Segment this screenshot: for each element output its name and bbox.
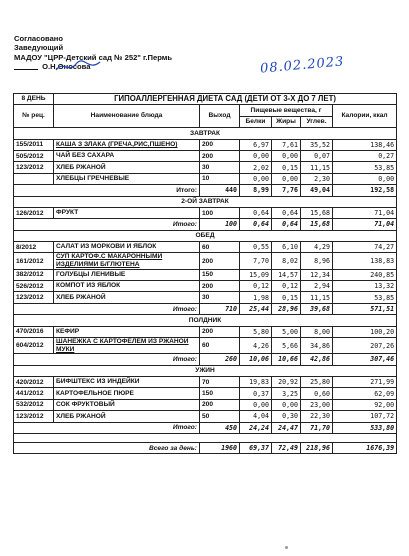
dish-name-text: ГОЛУБЦЫ ЛЕНИВЫЕ [56, 271, 126, 279]
calories-value: 138,46 [333, 139, 397, 150]
protein-value: 0,00 [240, 173, 272, 184]
carbs-value: 15,68 [301, 207, 333, 218]
protein-value: 0,55 [240, 242, 272, 253]
recipe-number: 532/2012 [14, 399, 54, 410]
total-protein: 10,06 [240, 354, 272, 365]
total-row [14, 354, 397, 365]
approval-position: Заведующий [14, 43, 64, 53]
total-calories: 307,46 [333, 354, 397, 365]
dish-name-text: СОК ФРУКТОВЫЙ [56, 401, 115, 409]
col-recipe-header: № рец. [14, 105, 54, 128]
calories-value: 207,26 [333, 338, 397, 354]
carbs-value: 11,15 [301, 162, 333, 173]
total-protein: 0,64 [240, 219, 272, 230]
col-carbs-header: Углев. [301, 116, 333, 127]
total-label: Итого: [14, 422, 200, 433]
table-row [14, 269, 397, 280]
protein-value: 2,02 [240, 162, 272, 173]
recipe-number: 8/2012 [14, 242, 54, 253]
yield-value: 150 [200, 269, 240, 280]
approval-signer: О.Н.Оносова [42, 62, 91, 72]
total-fat: 7,76 [272, 185, 301, 196]
dish-name-text: САЛАТ ИЗ МОРКОВИ И ЯБЛОК [56, 243, 157, 251]
protein-value: 0,00 [240, 399, 272, 410]
calories-value: 53,85 [333, 162, 397, 173]
total-calories: 192,58 [333, 185, 397, 196]
total-carbs: 49,04 [301, 185, 333, 196]
fat-value: 0,15 [272, 162, 301, 173]
recipe-number: 123/2012 [14, 292, 54, 303]
fat-value: 0,30 [272, 411, 301, 422]
section-row [14, 230, 397, 241]
total-calories: 533,80 [333, 422, 397, 433]
carbs-value: 8,00 [301, 326, 333, 337]
approval-organization: МАДОУ "ЦРР-Детский сад № 252" г.Пермь [14, 52, 173, 62]
fat-value: 0,00 [272, 399, 301, 410]
dish-name-text: БИФШТЕКС ИЗ ИНДЕЙКИ [56, 378, 140, 386]
total-fat: 28,96 [272, 303, 301, 314]
yield-value: 70 [200, 376, 240, 387]
dish-name [54, 162, 200, 173]
fat-value: 0,00 [272, 150, 301, 161]
section-title: ОБЕД [14, 230, 397, 241]
carbs-value: 4,29 [301, 242, 333, 253]
grand-total-fat: 72,49 [272, 442, 301, 453]
section-title: 2-ОЙ ЗАВТРАК [14, 196, 397, 207]
dish-name [54, 139, 200, 150]
total-label: Итого: [14, 354, 200, 365]
total-yield: 710 [200, 303, 240, 314]
yield-value: 60 [200, 242, 240, 253]
dish-name-text: ФРУКТ [56, 209, 79, 217]
carbs-value: 8,96 [301, 253, 333, 269]
carbs-value: 35,52 [301, 139, 333, 150]
table-row [14, 253, 397, 269]
calories-value: 53,85 [333, 292, 397, 303]
col-yield-header: Выход [200, 105, 240, 128]
calories-value: 107,72 [333, 411, 397, 422]
fat-value: 3,25 [272, 388, 301, 399]
table-row [14, 162, 397, 173]
table-row [14, 173, 397, 184]
dish-name [54, 242, 200, 253]
fat-value: 8,02 [272, 253, 301, 269]
calories-value: 100,20 [333, 326, 397, 337]
calories-value: 240,85 [333, 269, 397, 280]
carbs-value: 0,07 [301, 150, 333, 161]
total-carbs: 15,68 [301, 219, 333, 230]
protein-value: 19,83 [240, 376, 272, 387]
total-yield: 440 [200, 185, 240, 196]
section-title: ЗАВТРАК [14, 128, 397, 139]
menu-table [13, 93, 397, 454]
grand-total-row [14, 442, 397, 453]
total-row [14, 303, 397, 314]
yield-value: 200 [200, 150, 240, 161]
yield-value: 200 [200, 281, 240, 292]
dish-name [54, 326, 200, 337]
menu-table-body [14, 94, 397, 454]
table-row [14, 292, 397, 303]
carbs-value: 23,00 [301, 399, 333, 410]
calories-value: 92,00 [333, 399, 397, 410]
day-label: 8 ДЕНЬ [14, 94, 54, 105]
total-carbs: 39,68 [301, 303, 333, 314]
yield-value: 200 [200, 139, 240, 150]
table-row [14, 388, 397, 399]
dish-name [54, 292, 200, 303]
yield-value: 30 [200, 292, 240, 303]
dish-name-text: ХЛЕБ РЖАНОЙ [56, 293, 106, 301]
table-row [14, 376, 397, 387]
recipe-number: 126/2012 [14, 207, 54, 218]
dish-name [54, 207, 200, 218]
grand-total-protein: 69,37 [240, 442, 272, 453]
total-yield: 450 [200, 422, 240, 433]
total-label: Итого: [14, 219, 200, 230]
yield-value: 100 [200, 207, 240, 218]
calories-value: 62,09 [333, 388, 397, 399]
recipe-number: 505/2012 [14, 150, 54, 161]
fat-value: 6,10 [272, 242, 301, 253]
table-row [14, 338, 397, 354]
recipe-number: 470/2016 [14, 326, 54, 337]
fat-value: 5,66 [272, 338, 301, 354]
diet-title: ГИПОАЛЛЕРГЕННАЯ ДИЕТА САД (ДЕТИ ОТ 3-Х ДО 7 ЛЕТ) [54, 94, 397, 105]
total-label: Итого: [14, 303, 200, 314]
total-carbs: 42,86 [301, 354, 333, 365]
fat-value: 14,57 [272, 269, 301, 280]
table-row [14, 242, 397, 253]
dish-name-text: КАРТОФЕЛЬНОЕ ПЮРЕ [56, 389, 134, 397]
yield-value: 30 [200, 162, 240, 173]
total-carbs: 71,70 [301, 422, 333, 433]
total-fat: 10,66 [272, 354, 301, 365]
section-title: ПОЛДНИК [14, 315, 397, 326]
calories-value: 13,32 [333, 281, 397, 292]
recipe-number: 382/2012 [14, 269, 54, 280]
dish-name-text: ЧАЙ БЕЗ САХАРА [56, 152, 115, 160]
handwritten-date: 08.02.2023 [259, 54, 345, 77]
calories-value: 0,00 [333, 173, 397, 184]
total-row [14, 219, 397, 230]
total-protein: 24,24 [240, 422, 272, 433]
protein-value: 5,80 [240, 326, 272, 337]
table-row [14, 281, 397, 292]
dish-name [54, 411, 200, 422]
col-protein-header: Белки [240, 116, 272, 127]
calories-value: 71,04 [333, 207, 397, 218]
table-row [14, 207, 397, 218]
protein-value: 1,98 [240, 292, 272, 303]
yield-value: 50 [200, 411, 240, 422]
dish-name [54, 338, 200, 354]
carbs-value: 2,30 [301, 173, 333, 184]
protein-value: 7,70 [240, 253, 272, 269]
total-protein: 25,44 [240, 303, 272, 314]
section-row [14, 365, 397, 376]
dish-name-text: СУП КАРТОФ.С МАКАРОННЫМИ ИЗДЕЛИЯМИ Б/ГЛЮТЕНА [56, 253, 163, 269]
total-row [14, 185, 397, 196]
recipe-number: 155/2011 [14, 139, 54, 150]
fat-value: 20,92 [272, 376, 301, 387]
recipe-number: 526/2012 [14, 281, 54, 292]
dish-name-text: КЕФИР [56, 328, 80, 335]
dish-name-text: ХЛЕБЦЫ ГРЕЧНЕВЫЕ [56, 175, 130, 183]
carbs-value: 22,30 [301, 411, 333, 422]
fat-value: 7,61 [272, 139, 301, 150]
dish-name-text: ХЛЕБ РЖАНОЙ [56, 412, 106, 420]
protein-value: 15,09 [240, 269, 272, 280]
yield-value: 10 [200, 173, 240, 184]
table-row [14, 139, 397, 150]
table-row [14, 326, 397, 337]
fat-value: 0,15 [272, 292, 301, 303]
dish-name [54, 388, 200, 399]
grand-total-calories: 1676,39 [333, 442, 397, 453]
carbs-value: 34,86 [301, 338, 333, 354]
carbs-value: 2,94 [301, 281, 333, 292]
table-row [14, 411, 397, 422]
grand-total-yield: 1960 [200, 442, 240, 453]
col-calories-header: Калории, ккал [333, 105, 397, 128]
total-yield: 100 [200, 219, 240, 230]
recipe-number: 420/2012 [14, 376, 54, 387]
calories-value: 138,83 [333, 253, 397, 269]
dish-name [54, 376, 200, 387]
section-row [14, 315, 397, 326]
table-row [14, 399, 397, 410]
total-row [14, 422, 397, 433]
dish-name [54, 173, 200, 184]
protein-value: 0,64 [240, 207, 272, 218]
recipe-number: 123/2012 [14, 411, 54, 422]
dish-name-text: ХЛЕБ РЖАНОЙ [56, 163, 106, 171]
table-row [14, 150, 397, 161]
fat-value: 0,00 [272, 173, 301, 184]
total-label: Итого: [14, 185, 200, 196]
total-fat: 0,64 [272, 219, 301, 230]
carbs-value: 0,60 [301, 388, 333, 399]
yield-value: 60 [200, 338, 240, 354]
protein-value: 0,12 [240, 281, 272, 292]
recipe-number: 161/2012 [14, 253, 54, 269]
total-calories: 571,51 [333, 303, 397, 314]
total-fat: 24,47 [272, 422, 301, 433]
carbs-value: 11,15 [301, 292, 333, 303]
yield-value: 200 [200, 253, 240, 269]
section-row [14, 128, 397, 139]
recipe-number: 604/2012 [14, 338, 54, 354]
spacer-row [14, 433, 397, 442]
yield-value: 200 [200, 326, 240, 337]
fat-value: 0,12 [272, 281, 301, 292]
recipe-number [14, 173, 54, 184]
header-row-2 [14, 105, 397, 116]
dish-name-text: КАША З ЗЛАКА (ГРЕЧА,РИС,ПШЕНО) [56, 140, 178, 148]
col-fat-header: Жиры [272, 116, 301, 127]
carbs-value: 25,80 [301, 376, 333, 387]
calories-value: 271,99 [333, 376, 397, 387]
protein-value: 0,37 [240, 388, 272, 399]
protein-value: 4,04 [240, 411, 272, 422]
recipe-number: 441/2012 [14, 388, 54, 399]
carbs-value: 12,34 [301, 269, 333, 280]
section-row [14, 196, 397, 207]
dish-name [54, 253, 200, 269]
protein-value: 4,26 [240, 338, 272, 354]
calories-value: 0,27 [333, 150, 397, 161]
dish-name [54, 281, 200, 292]
dish-name-text: ШАНЕЖКА С КАРТОФЕЛЕМ ИЗ РЖАНОЙ МУКИ [56, 338, 189, 353]
page-mark [285, 546, 288, 549]
total-protein: 8,99 [240, 185, 272, 196]
header-row-1 [14, 94, 397, 105]
protein-value: 6,97 [240, 139, 272, 150]
fat-value: 0,64 [272, 207, 301, 218]
spacer-cell [14, 433, 397, 442]
section-title: УЖИН [14, 365, 397, 376]
dish-name-text: КОМПОТ ИЗ ЯБЛОК [56, 282, 121, 290]
protein-value: 0,00 [240, 150, 272, 161]
dish-name [54, 399, 200, 410]
approval-agreed: Согласовано [14, 34, 64, 43]
fat-value: 5,00 [272, 326, 301, 337]
grand-total-carbs: 218,96 [301, 442, 333, 453]
signature-scribble [54, 58, 104, 76]
total-calories: 71,04 [333, 219, 397, 230]
col-name-header: Наименование блюда [54, 105, 200, 128]
recipe-number: 123/2012 [14, 162, 54, 173]
signature-line [14, 69, 38, 70]
col-nutrients-header: Пищевые вещества, г [240, 105, 333, 116]
calories-value: 74,27 [333, 242, 397, 253]
dish-name [54, 269, 200, 280]
yield-value: 200 [200, 399, 240, 410]
yield-value: 150 [200, 388, 240, 399]
dish-name [54, 150, 200, 161]
grand-total-label: Всего за день: [14, 442, 200, 453]
total-yield: 260 [200, 354, 240, 365]
